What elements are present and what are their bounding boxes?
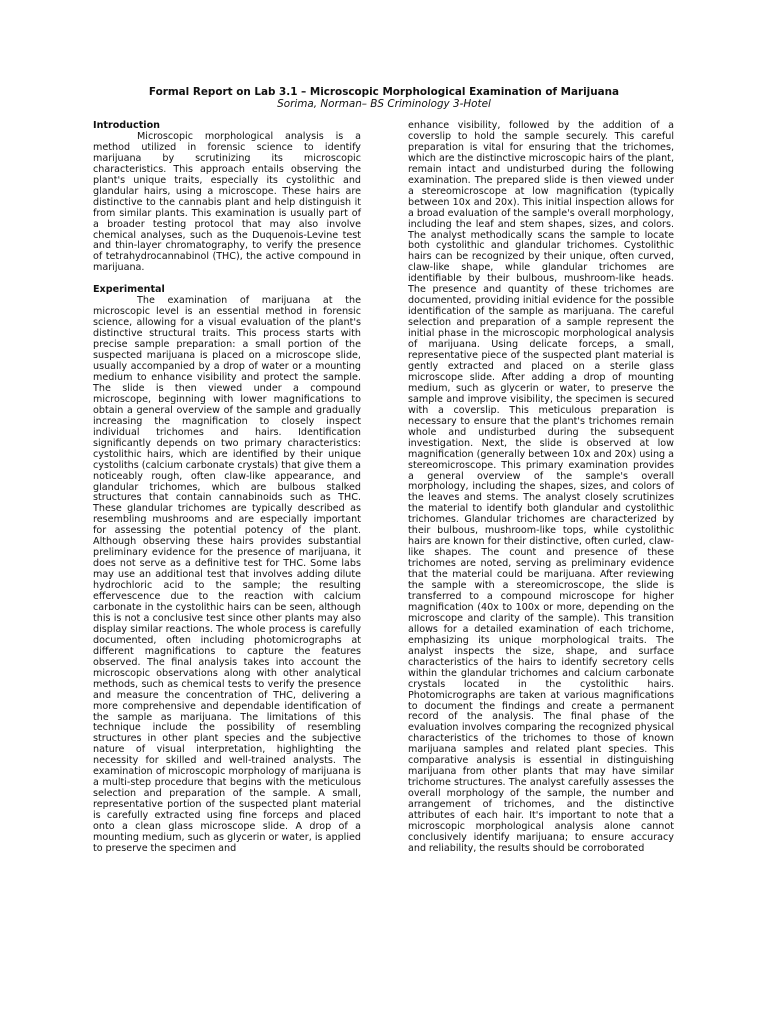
experimental-paragraph-continued [408,121,674,855]
report-title: Formal Report on Lab 3.1 – Microscopic Morphological Examination of Marijuana [148,86,620,98]
experimental-paragraph [93,296,361,855]
introduction-text: Microscopic morphological analysis is a method utilized in forensic science to identify marijuana by scrutinizing its microscopic characteristics. This approach entails observing the plant's unique traits, especially its cystolithic and glandular hairs, using a microscope. These hairs are distinctive to the cannabis plant and help distinguish it from similar plants. This examination is usually part of a broader testing protocol that may also involve chemical analyses, such as the Duquenois-Levine test and thin-layer chromatography, to verify the presence of tetrahydrocannabinol (THC), the active compound in marijuana. [93,130,361,274]
experimental-text-left: The examination of marijuana at the microscopic level is an essential method in forensic science, allowing for a visual evaluation of the plant's distinctive structural traits. This process starts with precise sample preparation: a small portion of the suspected marijuana is placed on a microscope slide, usually accompanied by a drop of water or a mounting medium to enhance visibility and protect the sample. The slide is then viewed under a compound microscope, beginning with lower magnifications to obtain a general overview of the sample and gradually increasing the magnification to closely inspect individual trichomes and hairs. Identification significantly depends on two primary characteristics: cystolithic hairs, which are identified by their unique cystoliths (calcium carbonate crystals) that give them a noticeably rough, often claw-like appearance, and glandular trichomes, which are bulbous stalked structures that contain cannabinoids such as THC. These glandular trichomes are typically described as resembling mushrooms and are especially important for assessing the potential potency of the plant. Although observing these hairs provides substantial preliminary evidence for the presence of marijuana, it does not serve as a definitive test for THC. Some labs may use an additional test that involves adding dilute hydrochloric acid to the sample; the resulting effervescence due to the reaction with calcium carbonate in the cystolithic hairs can be seen, although this is not a conclusive test since other plants may also display similar reactions. The whole process is carefully documented, often including photomicrographs at different magnifications to capture the features observed. The final analysis takes into account the microscopic observations along with other analytical methods, such as chemical tests to verify the presence and measure the concentration of THC, delivering a more comprehensive and dependable identification of the sample as marijuana. The limitations of this technique include the possibility of resembling structures in other plant species and the subjective nature of visual interpretation, highlighting the necessity for skilled and well-trained analysts. The examination of microscopic morphology of marijuana is a multi-step procedure that begins with the meticulous selection and preparation of the sample. A small, representative portion of the suspected plant material is carefully extracted using fine forceps and placed onto a clean glass microscope slide. A drop of a mounting medium, such as glycerin or water, is applied to preserve the specimen and [93,295,361,854]
left-column [93,121,361,855]
introduction-heading: Introduction [93,120,160,131]
author-line: Sorima, Norman– BS Criminology 3-Hotel [277,98,491,110]
introduction-paragraph [93,132,361,274]
right-column [408,121,674,855]
experimental-text-right: enhance visibility, followed by the addition of a coverslip to hold the sample securely. This careful preparation is vital for ensuring that the trichomes, which are the distinctive microscopic hairs of the plant, remain intact and undisturbed during the following examination. The prepared slide is then viewed under a stereomicroscope at low magnification (typically between 10x and 20x). This initial inspection allows for a broad evaluation of the sample's overall morphology, including the leaf and stem shapes, sizes, and colors. The analyst methodically scans the sample to locate both cystolithic and glandular trichomes. Cystolithic hairs can be recognized by their unique, often curved, claw-like shape, while glandular trichomes are identifiable by their bulbous, mushroom-like heads. The presence and quantity of these trichomes are documented, providing initial evidence for the possible identification of the sample as marijuana. The careful selection and preparation of a sample represent the initial phase in the microscopic morphological analysis of marijuana. Using delicate forceps, a small, representative piece of the suspected plant material is gently extracted and placed on a sterile glass microscope slide. After adding a drop of mounting medium, such as glycerin or water, to preserve the sample and improve visibility, the specimen is secured with a coverslip. This meticulous preparation is necessary to ensure that the plant's trichomes remain whole and undisturbed during the subsequent investigation. Next, the slide is observed at low magnification (generally between 10x and 20x) using a stereomicroscope. This primary examination provides a general overview of the sample's overall morphology, including the shapes, sizes, and colors of the leaves and stems. The analyst closely scrutinizes the material to identify both glandular and cystolithic trichomes. Glandular trichomes are characterized by their bulbous, mushroom-like tops, while cystolithic hairs are known for their distinctive, often curled, claw-like shapes. The count and presence of these trichomes are noted, serving as preliminary evidence that the material could be marijuana. After reviewing the sample with a stereomicroscope, the slide is transferred to a compound microscope for higher magnification (40x to 100x or more, depending on the microscope and clarity of the sample). This transition allows for a detailed examination of each trichome, emphasizing its unique morphological traits. The analyst inspects the size, shape, and surface characteristics of the hairs to identify secretory cells within the glandular trichomes and calcium carbonate crystals located in the cystolithic hairs. Photomicrographs are taken at various magnifications to document the findings and create a permanent record of the analysis. The final phase of the evaluation involves comparing the recognized physical characteristics of the trichomes to those of known marijuana samples and related plant species. This comparative analysis is essential in distinguishing marijuana from other plants that may have similar trichome structures. The analyst carefully assesses the overall morphology of the sample, the number and arrangement of trichomes, and the distinctive attributes of each hair. It's important to note that a microscopic morphological analysis alone cannot conclusively identify marijuana; to ensure accuracy and reliability, the results should be corroborated [408,120,674,854]
experimental-heading: Experimental [93,284,165,296]
